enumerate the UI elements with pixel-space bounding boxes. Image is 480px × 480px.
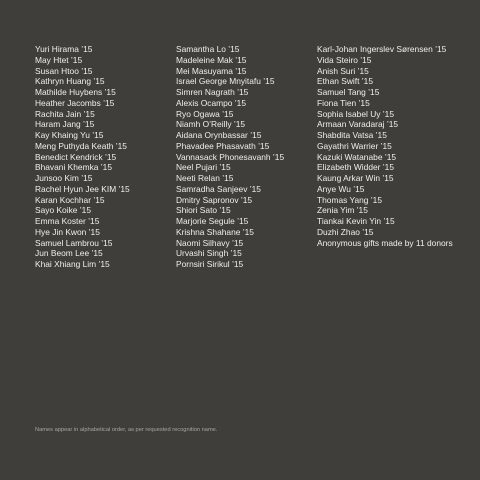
donor-name: Duzhi Zhao ’15 [317, 226, 374, 237]
donor-name: Anonymous gifts made by 11 donors [317, 237, 453, 248]
donor-name: Yuri Hirama ’15 [35, 44, 93, 54]
donor-name: Susan Htoo ’15 [35, 65, 93, 76]
donor-name: Mathilde Huybens ’15 [35, 87, 116, 97]
donor-name: Thomas Yang ’15 [317, 194, 383, 205]
donor-name: Benedict Kendrick ’15 [35, 151, 117, 162]
donor-name: Meng Puthyda Keath ’15 [35, 140, 127, 151]
donor-name: Neeti Relan ’15 [176, 173, 234, 183]
donor-name: Neel Pujari ’15 [176, 162, 231, 173]
donor-name: Khai Xhiang Lim ’15 [35, 259, 110, 269]
donor-name: Fiona Tien ’15 [317, 97, 370, 108]
donor-name: Urvashi Singh ’15 [176, 248, 242, 259]
donor-name: Ethan Swift ’15 [317, 76, 374, 87]
donor-name: Jun Beom Lee ’15 [35, 248, 103, 259]
donor-name: Samradha Sanjeev ’15 [176, 183, 261, 194]
donor-name: Israel George Mnyitafu ’15 [176, 76, 275, 87]
donor-name: Rachel Hyun Jee KIM ’15 [35, 183, 130, 194]
donor-name: Krishna Shahane ’15 [176, 226, 254, 237]
donor-name: Armaan Varadaraj ’15 [317, 119, 399, 130]
donor-name: Kay Khaing Yu ’15 [35, 130, 104, 140]
donor-name: Madeleine Mak ’15 [176, 54, 247, 65]
donor-name: Niamh O’Reilly ’15 [176, 119, 246, 130]
donor-name: Elizabeth Widder ’15 [317, 162, 395, 173]
donor-name: Marjorie Segule ’15 [176, 216, 249, 226]
donor-name: Gayathri Warrier ’15 [317, 140, 392, 151]
donor-name: Naomi Silhavy ’15 [176, 237, 244, 248]
donor-name: Samuel Tang ’15 [317, 87, 380, 97]
donor-column-1 [35, 44, 170, 270]
donor-name: Haram Jang ’15 [35, 119, 95, 130]
donor-name: Vida Steiro ’15 [317, 54, 372, 65]
donor-column-2 [176, 44, 311, 270]
donor-name: Anish Suri ’15 [317, 65, 369, 76]
donor-name: Shiori Sato ’15 [176, 205, 231, 216]
donor-name: Junsoo Kim ’15 [35, 173, 93, 183]
donor-name: Shabdita Vatsa ’15 [317, 130, 387, 140]
donor-name: Vannasack Phonesavanh ’15 [176, 151, 285, 162]
donor-name: Tiankai Kevin Yin ’15 [317, 216, 395, 226]
donor-column-3 [317, 44, 472, 248]
donor-name: Sophia Isabel Uy ’15 [317, 108, 395, 119]
donor-name: Kaung Arkar Win ’15 [317, 173, 394, 183]
donor-name: Kathryn Huang ’15 [35, 76, 105, 87]
donor-name: Aidana Orynbassar ’15 [176, 130, 262, 140]
donor-name: Phavadee Phasavath ’15 [176, 140, 270, 151]
donor-name: Heather Jacombs ’15 [35, 97, 115, 108]
donor-name: Pornsiri Sirikul ’15 [176, 259, 244, 269]
donor-name: Dmitry Sapronov ’15 [176, 194, 253, 205]
donor-name: Sayo Koike ’15 [35, 205, 92, 216]
donor-name: Zenia Yim ’15 [317, 205, 368, 216]
donor-name: Ryo Ogawa ’15 [176, 108, 234, 119]
donor-name: Karl-Johan Ingerslev Sørensen ’15 [317, 44, 447, 54]
donor-name: Emma Koster ’15 [35, 216, 100, 226]
donor-name: Simren Nagrath ’15 [176, 87, 249, 97]
donor-name: Bhavani Khemka ’15 [35, 162, 112, 173]
donor-name: May Htet ’15 [35, 54, 83, 65]
donor-name: Kazuki Watanabe ’15 [317, 151, 397, 162]
donor-name: Samantha Lo ’15 [176, 44, 240, 54]
donor-name: Rachita Jain ’15 [35, 108, 95, 119]
donor-name: Hye Jin Kwon ’15 [35, 226, 100, 237]
donor-name: Alexis Ocampo ’15 [176, 97, 246, 108]
donor-name: Mei Masuyama ’15 [176, 65, 247, 76]
donor-name: Anye Wu ’15 [317, 183, 365, 194]
footnote: Names appear in alphabetical order, as per requested recognition name. [35, 427, 218, 433]
donor-name: Samuel Lambrou ’15 [35, 237, 113, 248]
donor-name: Karan Kochhar ’15 [35, 194, 105, 205]
